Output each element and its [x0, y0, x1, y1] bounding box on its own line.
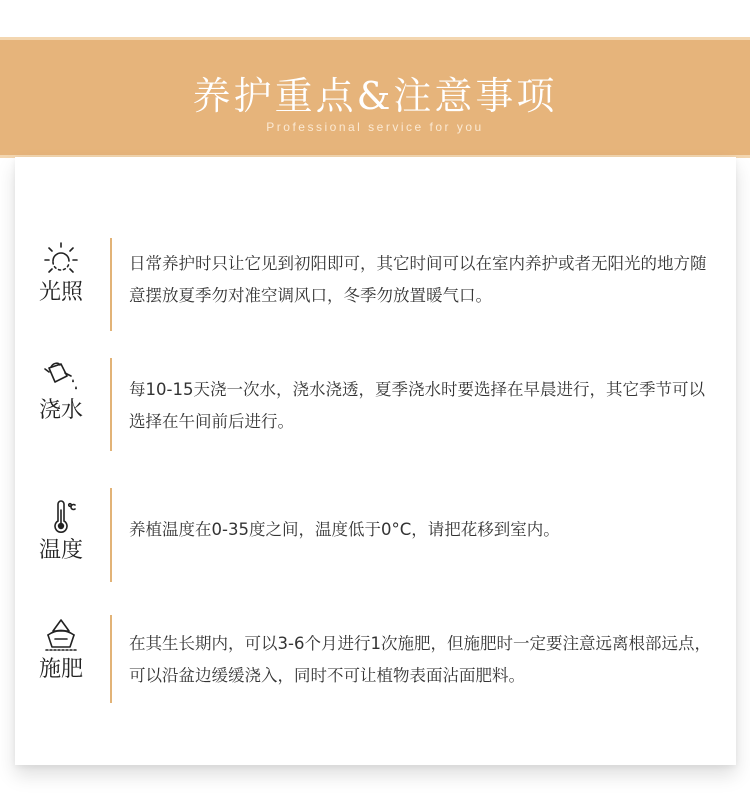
fertilizing-label: 施肥 [38, 657, 83, 682]
header-banner [0, 37, 750, 158]
sunlight-text: 日常养护时只让它见到初阳即可，其它时间可以在室内养护或者无阳光的地方随意摆放夏季勿对准空调风口，冬季勿放置暖气口。 [129, 254, 707, 305]
divider-line [110, 615, 112, 703]
fertilizing-text: 在其生长期内，可以3-6个月进行1次施肥，但施肥时一定要注意远离根部远点，可以沿盆边缓缓浇入，同时不可让植物表面沾面肥料。 [129, 634, 711, 685]
sunlight-label: 光照 [38, 280, 83, 305]
care-tips-card [15, 157, 736, 765]
page-title: 养护重点&注意事项 [192, 74, 558, 118]
divider-line [110, 358, 112, 451]
sun-icon [43, 240, 79, 276]
temperature-label: 温度 [38, 538, 83, 563]
watering-text: 每10-15天浇一次水，浇水浇透，夏季浇水时要选择在早晨进行，其它季节可以选择在午间前后进行。 [129, 380, 705, 431]
watering-can-icon [43, 360, 79, 394]
temperature-text: 养植温度在0-35度之间，温度低于0°C，请把花移到室内。 [129, 520, 560, 539]
fertilizer-icon [43, 617, 79, 653]
page-subtitle: Professional service for you [266, 120, 484, 134]
divider-line [110, 238, 112, 331]
divider-line [110, 488, 112, 582]
watering-label: 浇水 [38, 398, 83, 423]
thermometer-icon [43, 500, 79, 534]
